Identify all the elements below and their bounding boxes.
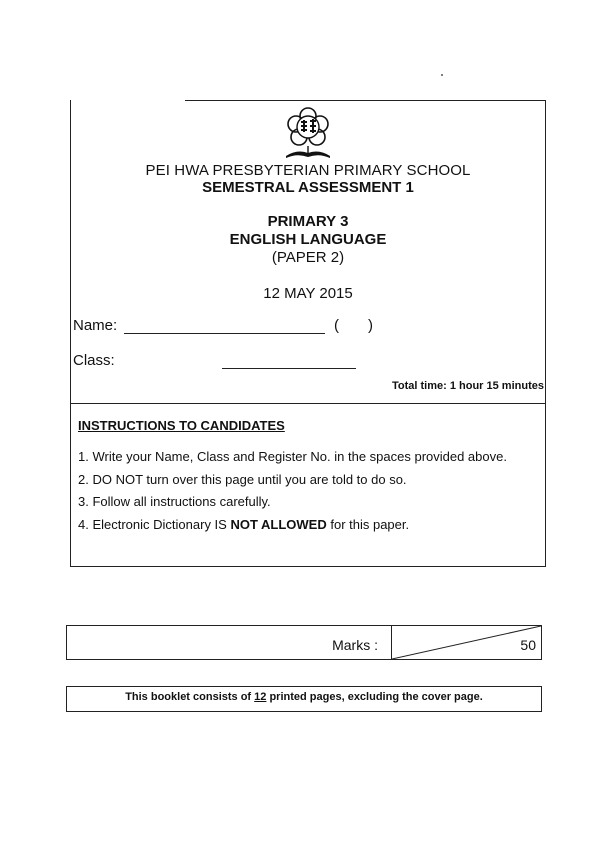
page-count-note: This booklet consists of 12 printed pages, excluding the cover page.: [125, 691, 483, 703]
name-field[interactable]: [124, 333, 325, 334]
instruction-item: 1. Write your Name, Class and Register No. in the spaces provided above.: [78, 449, 507, 464]
stray-dot: [441, 74, 443, 76]
instructions-list: [78, 446, 507, 536]
level-title: PRIMARY 3: [267, 213, 349, 230]
instruction-item: 4. Electronic Dictionary IS NOT ALLOWED for this paper.: [78, 516, 410, 532]
exam-date: 12 MAY 2015: [263, 285, 353, 302]
marks-label: Marks :: [332, 637, 378, 653]
assessment-title: SEMESTRAL ASSESSMENT 1: [202, 179, 414, 196]
subject-title: ENGLISH LANGUAGE: [229, 231, 387, 248]
class-field[interactable]: [222, 368, 356, 369]
instructions-title: INSTRUCTIONS TO CANDIDATES: [78, 418, 285, 433]
school-name: PEI HWA PRESBYTERIAN PRIMARY SCHOOL: [145, 162, 471, 179]
instruction-item: 2. DO NOT turn over this page until you are told to do so.: [78, 471, 407, 487]
instruction-item: 3. Follow all instructions carefully.: [78, 494, 271, 509]
class-label: Class:: [73, 352, 115, 369]
paper-title: (PAPER 2): [271, 249, 345, 266]
school-crest-icon: [282, 106, 334, 162]
section-divider: [70, 403, 546, 404]
register-paren-open: (: [334, 317, 339, 334]
register-paren-close: ): [368, 317, 373, 334]
name-label: Name:: [73, 317, 118, 334]
marks-total: 50: [520, 637, 536, 653]
total-time: Total time: 1 hour 15 minutes: [392, 380, 544, 392]
